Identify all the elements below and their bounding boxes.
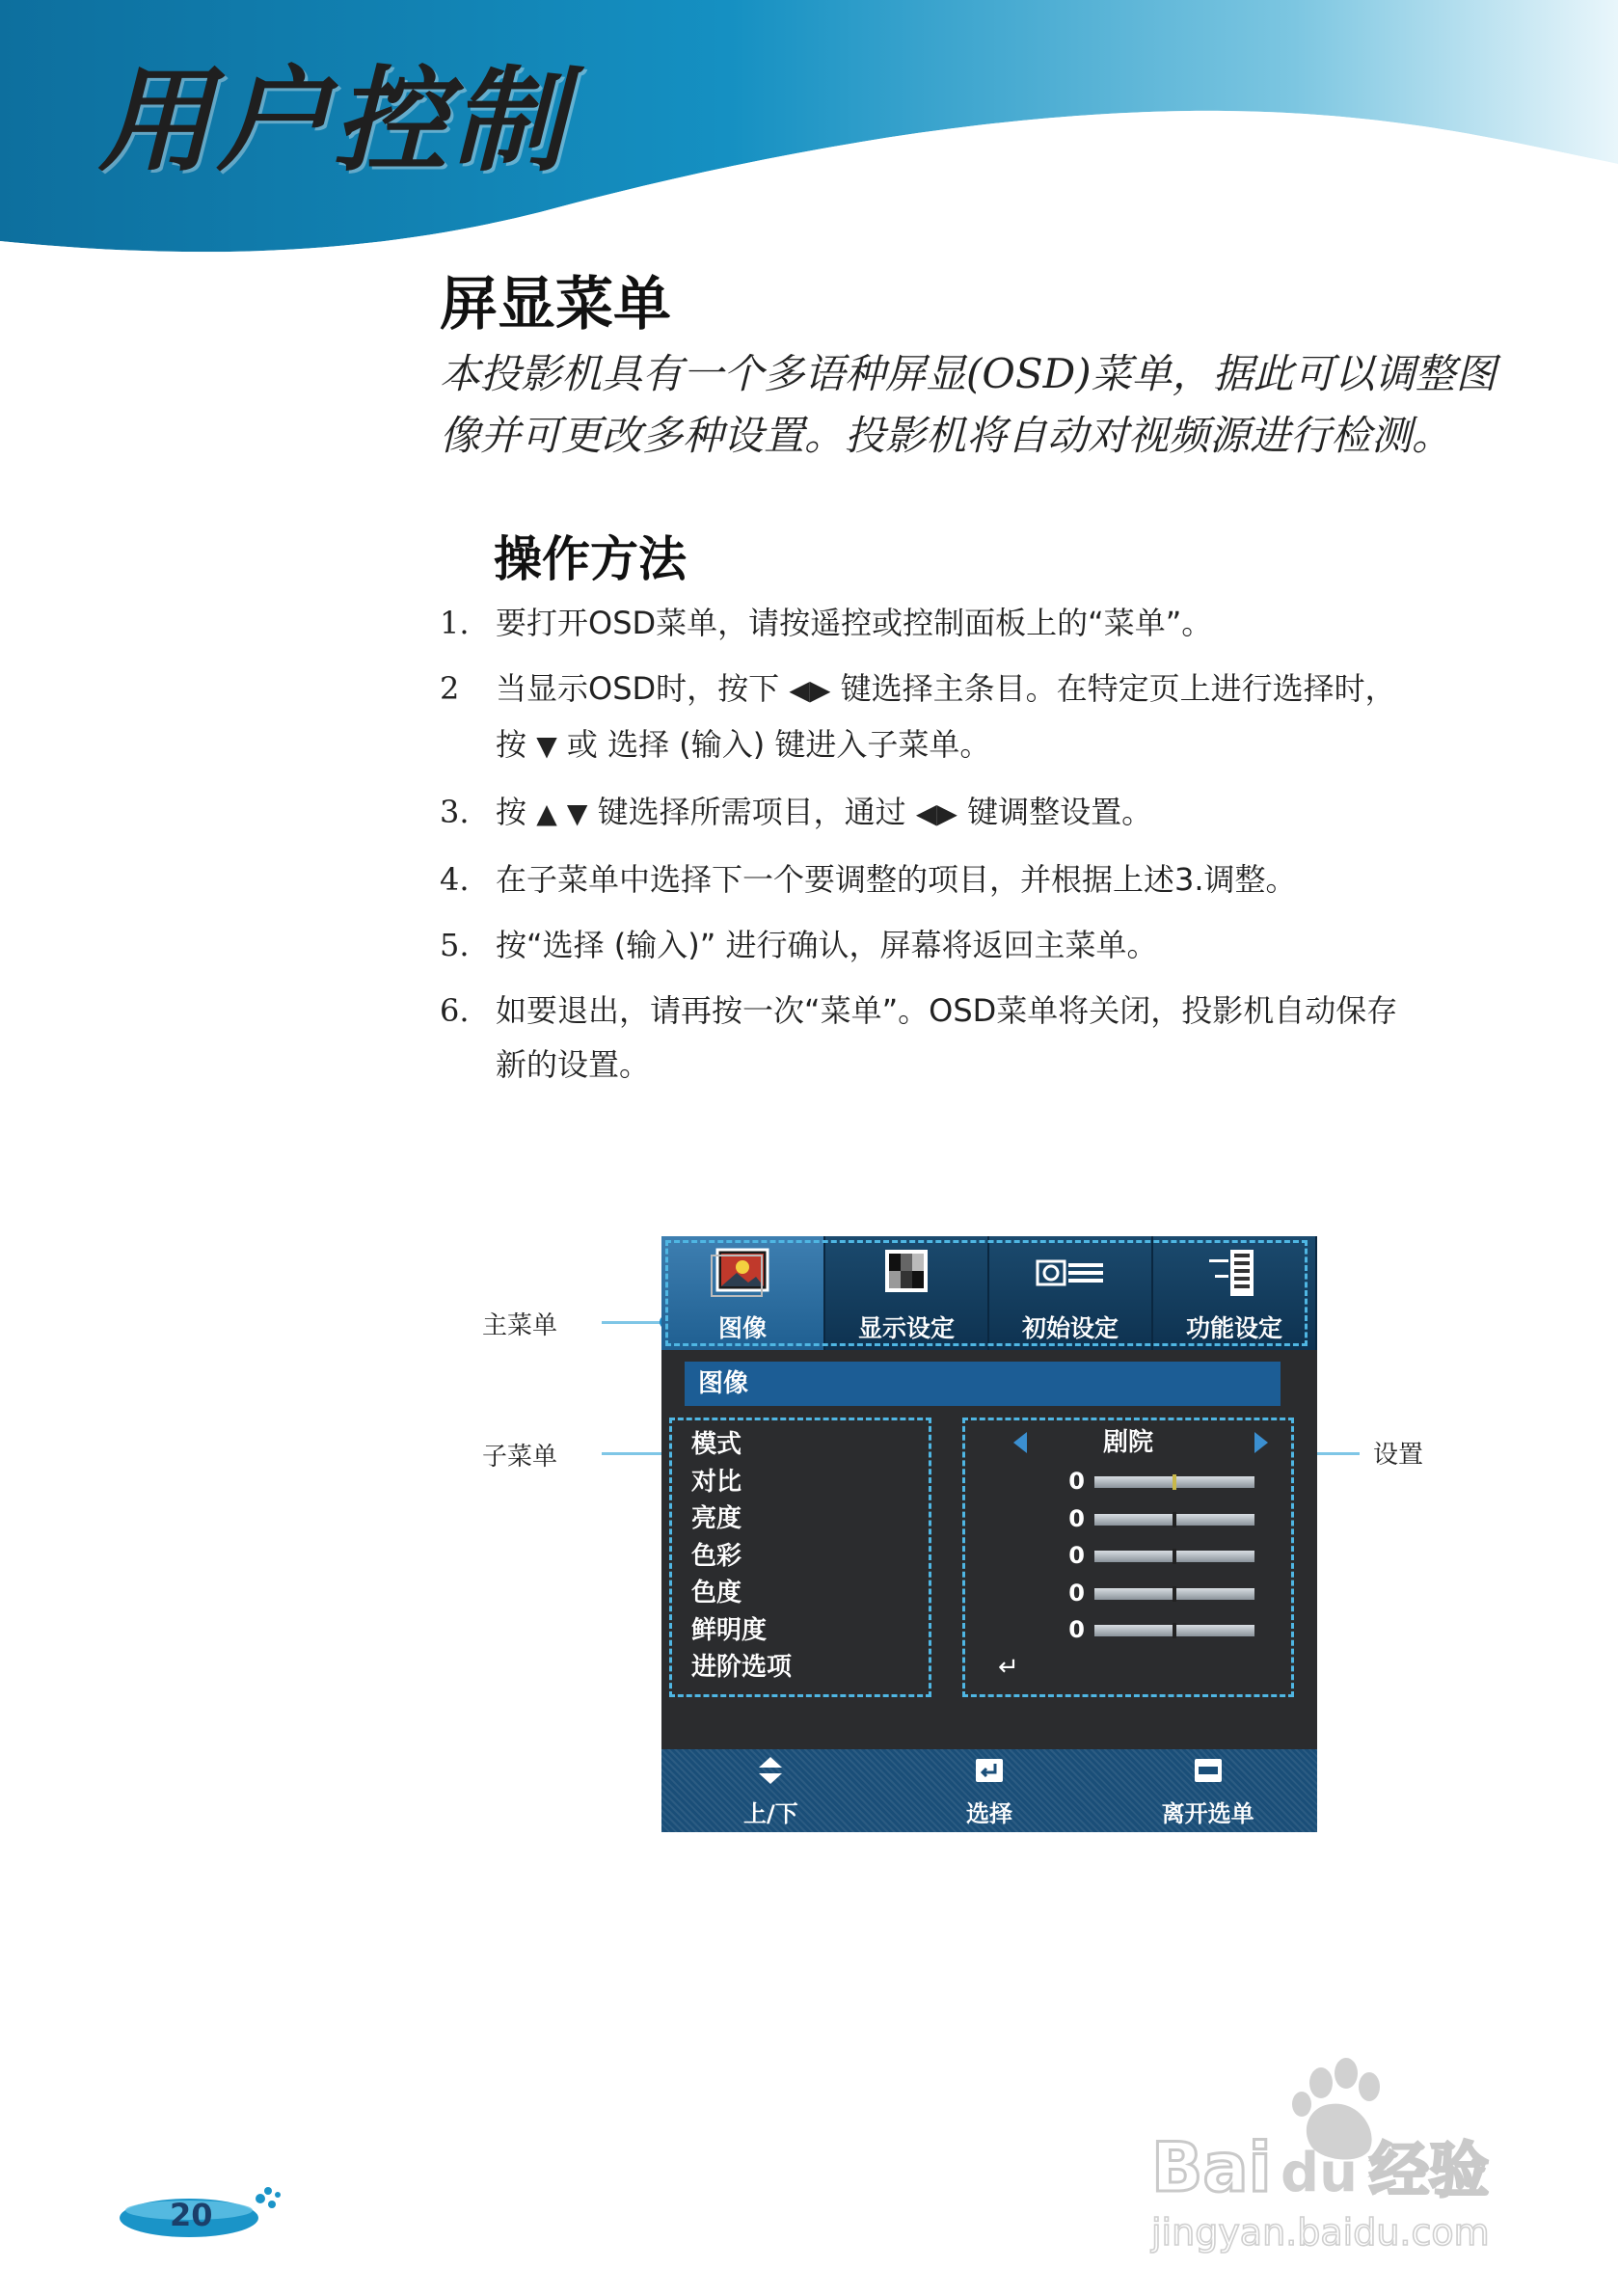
submenu-item-brightness[interactable]: 亮度 (691, 1504, 742, 1533)
callout-line (602, 1452, 669, 1455)
step-text-part: 键调整设置。 (967, 794, 1153, 830)
submenu-callout: 子菜单 (482, 1443, 558, 1472)
slider[interactable] (1094, 1476, 1254, 1488)
step-text (496, 984, 1549, 1092)
osd-main-menu (661, 1236, 1317, 1350)
footer-label: 选择 (966, 1800, 1012, 1827)
svg-text:jingyan.baidu.com: jingyan.baidu.com (1151, 2211, 1490, 2254)
footer-select (880, 1749, 1099, 1832)
setting-value: 0 (1068, 1542, 1085, 1569)
section-title: 屏显菜单 (440, 271, 671, 338)
contrast-setting[interactable] (965, 1463, 1291, 1500)
submenu-item-advanced[interactable]: 进阶选项 (691, 1653, 793, 1682)
tint-setting[interactable] (965, 1575, 1291, 1612)
step-text-part: 新的设置。 (496, 1046, 651, 1083)
up-arrow-icon: ▲ (536, 797, 557, 829)
submenu-item-mode[interactable]: 模式 (691, 1430, 742, 1459)
sharpness-setting[interactable] (965, 1611, 1291, 1649)
step-number: 1. (440, 605, 470, 641)
footer-up-down (661, 1749, 880, 1832)
step-number: 3. (440, 794, 470, 830)
step-text-part: 如要退出，请再按一次“菜单”。OSD菜单将关闭，投影机自动保存 (496, 992, 1398, 1029)
svg-text:Bai: Bai (1151, 2128, 1272, 2207)
slider-handle[interactable] (1173, 1623, 1176, 1638)
chapter-title: 用户控制 (98, 54, 570, 187)
list-item (440, 918, 1549, 972)
osd-settings (962, 1418, 1294, 1697)
osd-section-title: 图像 (685, 1362, 1281, 1406)
step-number: 2 (440, 670, 460, 707)
brightness-setting[interactable] (965, 1500, 1291, 1538)
step-number: 4. (440, 861, 470, 898)
mode-selector[interactable] (965, 1424, 1291, 1461)
slider[interactable] (1094, 1588, 1254, 1600)
main-menu-highlight (665, 1240, 1308, 1346)
enter-icon (974, 1757, 1005, 1784)
down-arrow-icon: ▼ (536, 730, 557, 762)
submenu-item-tint[interactable]: 色度 (691, 1579, 742, 1607)
step-text (496, 785, 1549, 841)
step-text (496, 662, 1549, 773)
subsection-title: 操作方法 (494, 531, 687, 587)
slider-handle[interactable] (1173, 1586, 1176, 1602)
setting-value: 0 (1068, 1504, 1085, 1532)
step-text-part: 键选择主条目。在特定页上进行选择时， (840, 670, 1396, 707)
footer-label: 离开选单 (1161, 1800, 1254, 1827)
right-arrow-icon: ▶ (809, 674, 831, 706)
tab-label: 初始设定 (1021, 1314, 1119, 1342)
step-text-part: 按 (496, 726, 527, 763)
list-item (440, 662, 1549, 773)
step-number: 6. (440, 992, 470, 1029)
slider[interactable] (1094, 1514, 1254, 1526)
list-item (440, 852, 1549, 906)
step-text-part: 键选择所需项目，通过 (597, 794, 906, 830)
osd-submenu (669, 1418, 931, 1697)
svg-text:du: du (1281, 2142, 1358, 2204)
step-text-part: 按 (496, 794, 527, 830)
submenu-item-color[interactable]: 色彩 (691, 1541, 742, 1571)
footer-label: 上/下 (742, 1800, 798, 1827)
setting-value: 0 (1068, 1468, 1085, 1495)
step-text-part: 当显示OSD时，按下 (496, 670, 780, 707)
intro-line: 本投影机具有一个多语种屏显(OSD)菜单，据此可以调整图 (440, 350, 1497, 397)
osd-footer (661, 1749, 1317, 1832)
step-text: 按“选择 (输入)” 进行确认，屏幕将返回主菜单。 (496, 927, 1158, 963)
slider[interactable] (1094, 1551, 1254, 1562)
down-arrow-icon: ▼ (566, 797, 588, 829)
slider-handle[interactable] (1173, 1549, 1176, 1564)
submenu-item-sharpness[interactable]: 鲜明度 (691, 1615, 768, 1645)
menu-icon (1193, 1757, 1224, 1784)
tab-label: 显示设定 (857, 1314, 955, 1342)
footer-exit-menu (1098, 1749, 1317, 1832)
intro-line: 像并可更改多种设置。投影机将自动对视频源进行检测。 (440, 412, 1453, 459)
color-setting[interactable] (965, 1537, 1291, 1575)
submenu-item-contrast[interactable]: 对比 (691, 1467, 742, 1497)
svg-text:经验: 经验 (1369, 2135, 1490, 2205)
step-text: 要打开OSD菜单，请按遥控或控制面板上的“菜单”。 (496, 605, 1213, 641)
settings-callout: 设置 (1373, 1441, 1424, 1470)
step-text: 在子菜单中选择下一个要调整的项目，并根据上述3.调整。 (496, 861, 1297, 898)
page-number: 20 (170, 2197, 213, 2233)
tab-label: 功能设定 (1185, 1314, 1282, 1342)
step-text-part: 或 选择 (输入) 键进入子菜单。 (566, 726, 991, 763)
baidu-watermark-logo (1138, 2044, 1543, 2266)
list-item (440, 785, 1549, 841)
enter-icon[interactable]: ↵ (998, 1652, 1019, 1682)
setting-value: 0 (1068, 1579, 1085, 1607)
advanced-setting[interactable] (965, 1649, 1291, 1687)
slider[interactable] (1094, 1625, 1254, 1636)
step-number: 5. (440, 927, 470, 963)
slider-handle[interactable] (1173, 1474, 1176, 1490)
setting-value: 0 (1068, 1616, 1085, 1643)
steps-list (440, 596, 1549, 1103)
osd-menu-screenshot (661, 1236, 1317, 1832)
left-arrow-icon: ◀ (915, 797, 937, 829)
right-arrow-icon: ▶ (936, 797, 957, 829)
slider-handle[interactable] (1173, 1512, 1176, 1527)
tab-label: 图像 (717, 1314, 767, 1342)
section-intro (440, 343, 1549, 467)
list-item (440, 984, 1549, 1092)
left-arrow-icon: ◀ (789, 674, 810, 706)
list-item (440, 596, 1549, 650)
right-arrow-icon[interactable] (1254, 1432, 1268, 1453)
up-down-icon (755, 1757, 786, 1784)
mode-value: 剧院 (1102, 1428, 1153, 1457)
main-menu-callout: 主菜单 (482, 1311, 558, 1340)
